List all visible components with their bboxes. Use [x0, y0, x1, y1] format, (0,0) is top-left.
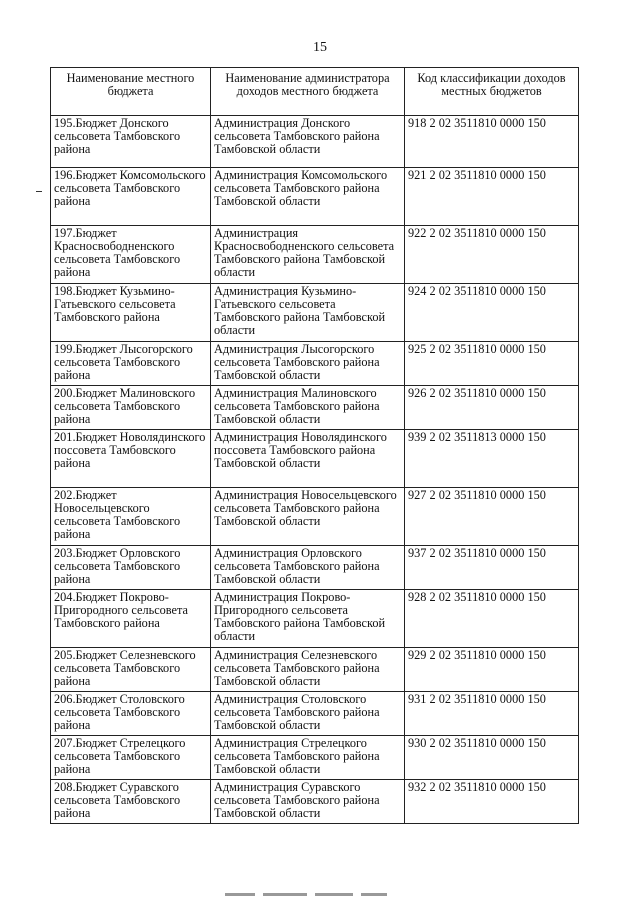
budget-name-cell: 199.Бюджет Лысогорского сельсовета Тамбовского района [51, 342, 211, 386]
budget-name-cell: 196.Бюджет Комсомольского сельсовета Тамбовского района [51, 168, 211, 226]
administrator-name-cell: Администрация Донского сельсовета Тамбовского района Тамбовской области [211, 116, 405, 168]
administrator-name-cell: Администрация Кузьмино-Гатьевского сельсовета Тамбовского района Тамбовской области [211, 284, 405, 342]
classification-code-cell: 926 2 02 3511810 0000 150 [405, 386, 579, 430]
table-header-row [51, 68, 579, 116]
budget-name-cell: 204.Бюджет Покрово-Пригородного сельсовета Тамбовского района [51, 590, 211, 648]
budget-name-cell: 195.Бюджет Донского сельсовета Тамбовского района [51, 116, 211, 168]
classification-code-cell: 924 2 02 3511810 0000 150 [405, 284, 579, 342]
classification-code-cell: 930 2 02 3511810 0000 150 [405, 736, 579, 780]
administrator-name-cell: Администрация Стрелецкого сельсовета Тамбовского района Тамбовской области [211, 736, 405, 780]
budget-name-cell: 197.Бюджет Красносвободненского сельсовета Тамбовского района [51, 226, 211, 284]
table-row [51, 488, 579, 546]
budget-name-cell: 202.Бюджет Новосельцевского сельсовета Тамбовского района [51, 488, 211, 546]
table-row [51, 692, 579, 736]
table-row [51, 648, 579, 692]
classification-code-cell: 918 2 02 3511810 0000 150 [405, 116, 579, 168]
classification-code-cell: 922 2 02 3511810 0000 150 [405, 226, 579, 284]
budget-name-cell: 200.Бюджет Малиновского сельсовета Тамбовского района [51, 386, 211, 430]
budget-table [50, 67, 579, 824]
table-row [51, 430, 579, 488]
budget-name-cell: 198.Бюджет Кузьмино-Гатьевского сельсовета Тамбовского района [51, 284, 211, 342]
administrator-name-cell: Администрация Комсомольского сельсовета Тамбовского района Тамбовской области [211, 168, 405, 226]
table-body [51, 116, 579, 824]
classification-code-cell: 932 2 02 3511810 0000 150 [405, 780, 579, 824]
table-row [51, 284, 579, 342]
budget-name-cell: 207.Бюджет Стрелецкого сельсовета Тамбовского района [51, 736, 211, 780]
budget-name-cell: 205.Бюджет Селезневского сельсовета Тамбовского района [51, 648, 211, 692]
table-row [51, 168, 579, 226]
administrator-name-cell: Администрация Покрово-Пригородного сельсовета Тамбовского района Тамбовской области [211, 590, 405, 648]
budget-name-cell: 201.Бюджет Новолядинского поссовета Тамбовского района [51, 430, 211, 488]
margin-mark [36, 191, 42, 192]
administrator-name-cell: Администрация Столовского сельсовета Тамбовского района Тамбовской области [211, 692, 405, 736]
table-row [51, 342, 579, 386]
table-row [51, 780, 579, 824]
budget-name-cell: 208.Бюджет Суравского сельсовета Тамбовского района [51, 780, 211, 824]
table-row [51, 226, 579, 284]
table-row [51, 116, 579, 168]
classification-code-cell: 931 2 02 3511810 0000 150 [405, 692, 579, 736]
administrator-name-cell: Администрация Лысогорского сельсовета Тамбовского района Тамбовской области [211, 342, 405, 386]
administrator-name-cell: Администрация Селезневского сельсовета Тамбовского района Тамбовской области [211, 648, 405, 692]
classification-code-cell: 925 2 02 3511810 0000 150 [405, 342, 579, 386]
classification-code-cell: 929 2 02 3511810 0000 150 [405, 648, 579, 692]
page-number: 15 [313, 40, 327, 55]
table-row [51, 386, 579, 430]
table-row [51, 736, 579, 780]
classification-code-cell: 937 2 02 3511810 0000 150 [405, 546, 579, 590]
classification-code-cell: 921 2 02 3511810 0000 150 [405, 168, 579, 226]
administrator-name-cell: Администрация Новосельцевского сельсовета Тамбовского района Тамбовской области [211, 488, 405, 546]
administrator-name-cell: Администрация Малиновского сельсовета Тамбовского района Тамбовской области [211, 386, 405, 430]
administrator-name-cell: Администрация Новолядинского поссовета Тамбовского района Тамбовской области [211, 430, 405, 488]
classification-code-cell: 928 2 02 3511810 0000 150 [405, 590, 579, 648]
administrator-name-cell: Администрация Орловского сельсовета Тамбовского района Тамбовской области [211, 546, 405, 590]
footer-scan-marks [225, 893, 395, 897]
classification-code-cell: 927 2 02 3511810 0000 150 [405, 488, 579, 546]
table-row [51, 546, 579, 590]
header-classification-code: Код классификации доходов местных бюджетов [405, 68, 579, 116]
header-budget-name: Наименование местного бюджета [51, 68, 211, 116]
administrator-name-cell: Администрация Суравского сельсовета Тамбовского района Тамбовской области [211, 780, 405, 824]
classification-code-cell: 939 2 02 3511813 0000 150 [405, 430, 579, 488]
budget-name-cell: 203.Бюджет Орловского сельсовета Тамбовского района [51, 546, 211, 590]
budget-name-cell: 206.Бюджет Столовского сельсовета Тамбовского района [51, 692, 211, 736]
administrator-name-cell: Администрация Красносвободненского сельсовета Тамбовского района Тамбовской области [211, 226, 405, 284]
header-administrator-name: Наименование администратора доходов местного бюджета [211, 68, 405, 116]
table-row [51, 590, 579, 648]
